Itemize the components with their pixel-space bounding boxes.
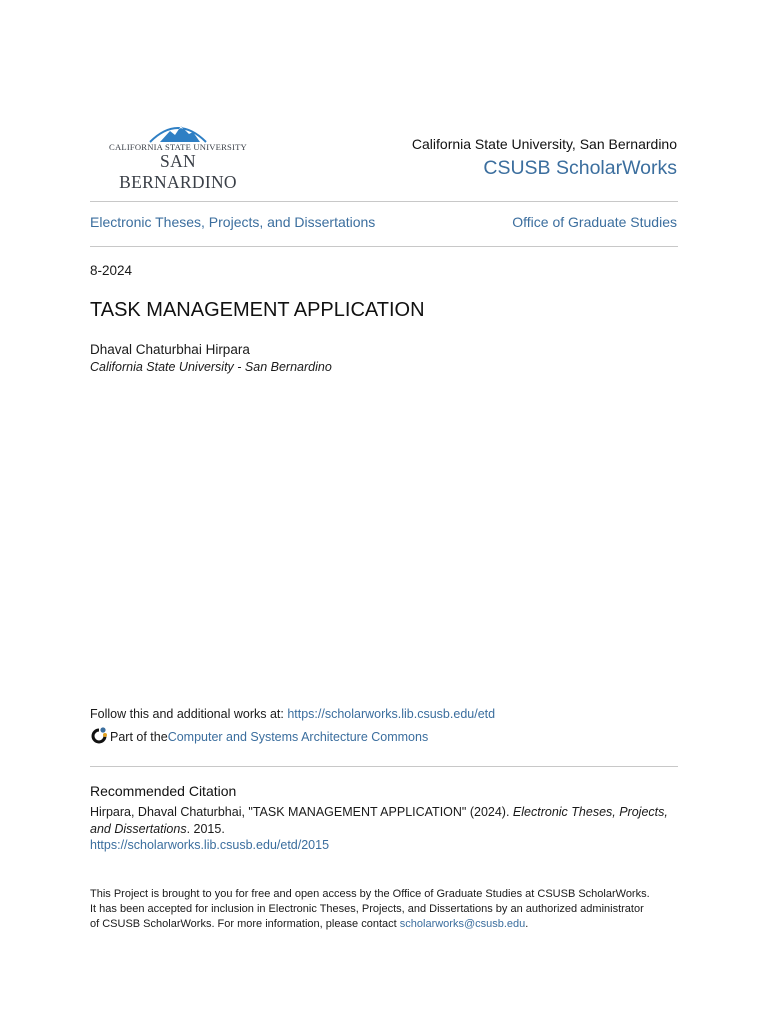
footer-line-3-suffix: . xyxy=(525,918,529,930)
divider xyxy=(90,766,678,767)
footer-line-1: This Project is brought to you for free and open access by the Office of Graduate Studies at CSUSB ScholarWorks. xyxy=(90,888,650,900)
document-title: TASK MANAGEMENT APPLICATION xyxy=(90,299,425,321)
author-affiliation: California State University - San Bernardino xyxy=(90,360,332,374)
citation-text xyxy=(90,804,680,837)
citation-tail: . 2015. xyxy=(186,821,225,836)
footer-line-3-prefix: of CSUSB ScholarWorks. For more information, please contact xyxy=(90,918,400,930)
author-name: Dhaval Chaturbhai Hirpara xyxy=(90,342,250,357)
contact-email-link[interactable]: scholarworks@csusb.edu xyxy=(399,918,526,930)
logo-bottom-text: SAN BERNARDINO xyxy=(119,151,237,192)
office-link[interactable]: Office of Graduate Studies xyxy=(512,214,677,230)
repository-link[interactable]: CSUSB ScholarWorks xyxy=(483,157,677,179)
follow-prefix: Follow this and additional works at: xyxy=(90,707,288,721)
network-commons-icon xyxy=(90,726,108,744)
follow-line xyxy=(90,707,495,721)
access-statement xyxy=(90,887,680,932)
part-of-line xyxy=(90,730,428,744)
mountain-logo-icon xyxy=(146,120,210,144)
recommended-citation-heading: Recommended Citation xyxy=(90,783,237,799)
footer-line-3 xyxy=(90,917,680,932)
follow-url-link[interactable]: https://scholarworks.lib.csusb.edu/etd xyxy=(287,707,496,721)
citation-series: Electronic Theses, Projects, and Dissertations xyxy=(90,805,668,836)
publication-date: 8-2024 xyxy=(90,263,133,278)
citation-url-link[interactable]: https://scholarworks.lib.csusb.edu/etd/2015 xyxy=(90,838,330,852)
footer-line-2: It has been accepted for inclusion in Electronic Theses, Projects, and Dissertations by an authorized administrator xyxy=(90,903,644,915)
logo-top-text: CALIFORNIA STATE UNIVERSITY xyxy=(109,142,247,152)
collection-link[interactable]: Electronic Theses, Projects, and Dissertations xyxy=(90,214,376,230)
institution-name: California State University, San Bernardino xyxy=(411,136,677,152)
citation-plain: Hirpara, Dhaval Chaturbhai, "TASK MANAGEMENT APPLICATION" (2024). xyxy=(90,805,513,819)
part-of-prefix: Part of the xyxy=(110,730,168,744)
divider xyxy=(90,246,678,247)
commons-link[interactable]: Computer and Systems Architecture Commons xyxy=(167,730,429,744)
divider xyxy=(90,201,678,202)
csusb-logo xyxy=(100,118,256,192)
